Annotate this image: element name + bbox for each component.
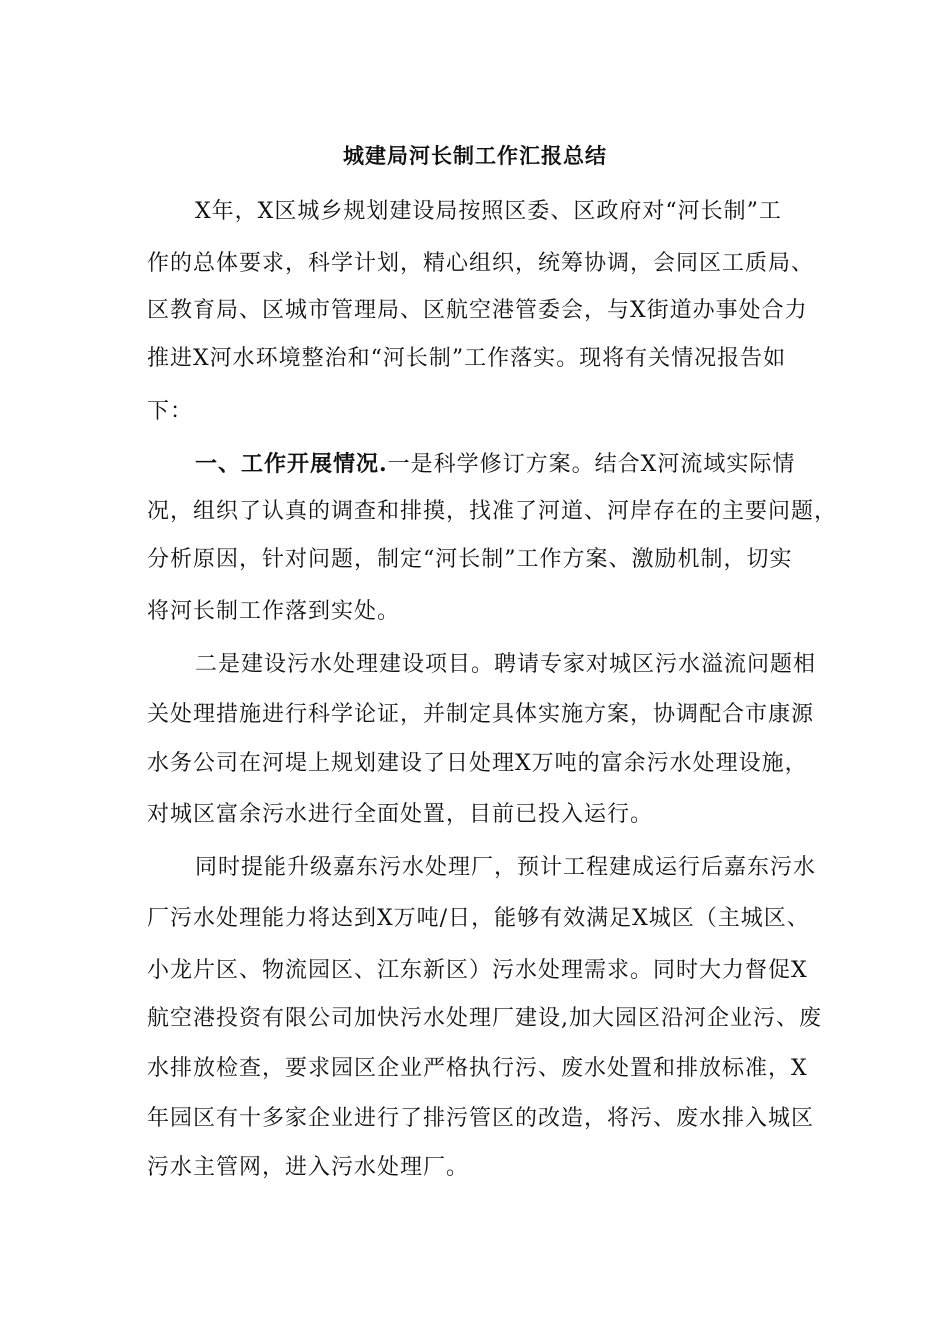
paragraph-4-line-7: 污水主管网，进入污水处理厂。 — [147, 1155, 470, 1180]
paragraph-4-line-5: 水排放检查，要求园区企业严格执行污、废水处置和排放标准，X — [147, 1056, 808, 1081]
document-title: 城建局河长制工作汇报总结 — [343, 143, 607, 168]
paragraph-2-line-2: 况，组织了认真的调查和排摸，找准了河道、河岸存在的主要问题， — [147, 499, 838, 524]
paragraph-3-line-2: 关处理措施进行科学论证，并制定具体实施方案，协调配合市康源 — [147, 702, 815, 727]
paragraph-1-line-1: X年，X区城乡规划建设局按照区委、区政府对“河长制”工 — [195, 199, 782, 224]
paragraph-4-line-3: 小龙片区、物流园区、江东新区）污水处理需求。同时大力督促X — [147, 958, 808, 983]
paragraph-1-line-5: 下： — [147, 399, 194, 424]
paragraph-3-line-4: 对城区富余污水进行全面处置，目前已投入运行。 — [147, 802, 654, 827]
paragraph-2-line-1 — [195, 449, 795, 480]
paragraph-4-line-1: 同时提能升级嘉东污水处理厂，预计工程建成运行后嘉东污水 — [195, 855, 817, 880]
paragraph-4-line-2: 厂污水处理能力将达到X万吨/日，能够有效满足X城区（主城区、 — [147, 906, 810, 931]
paragraph-2-line-4: 将河长制工作落到实处。 — [147, 599, 401, 624]
paragraph-4-line-4: 航空港投资有限公司加快污水处理厂建设,加大园区沿河企业污、废 — [147, 1006, 822, 1031]
paragraph-4-line-6: 年园区有十多家企业进行了排污管区的改造，将污、废水排入城区 — [147, 1106, 815, 1131]
paragraph-2-line-3: 分析原因，针对问题，制定“河长制”工作方案、激励机制，切实 — [147, 547, 793, 572]
paragraph-1-line-2: 作的总体要求，科学计划，精心组织，统筹协调，会同区工质局、 — [147, 251, 815, 276]
paragraph-1-line-4: 推进X河水环境整治和“河长制”工作落实。现将有关情况报告如 — [147, 346, 787, 371]
paragraph-1-line-3: 区教育局、区城市管理局、区航空港管委会，与X街道办事处合力 — [147, 298, 808, 323]
section-1-heading: 一、工作开展情况. — [195, 451, 388, 477]
paragraph-2-first-text: 一是科学修订方案。结合X河流域实际情 — [387, 452, 796, 477]
paragraph-3-line-3: 水务公司在河堤上规划建设了日处理X万吨的富余污水处理设施， — [147, 751, 808, 776]
paragraph-3-line-1: 二是建设污水处理建设项目。聘请专家对城区污水溢流问题相 — [195, 652, 817, 677]
